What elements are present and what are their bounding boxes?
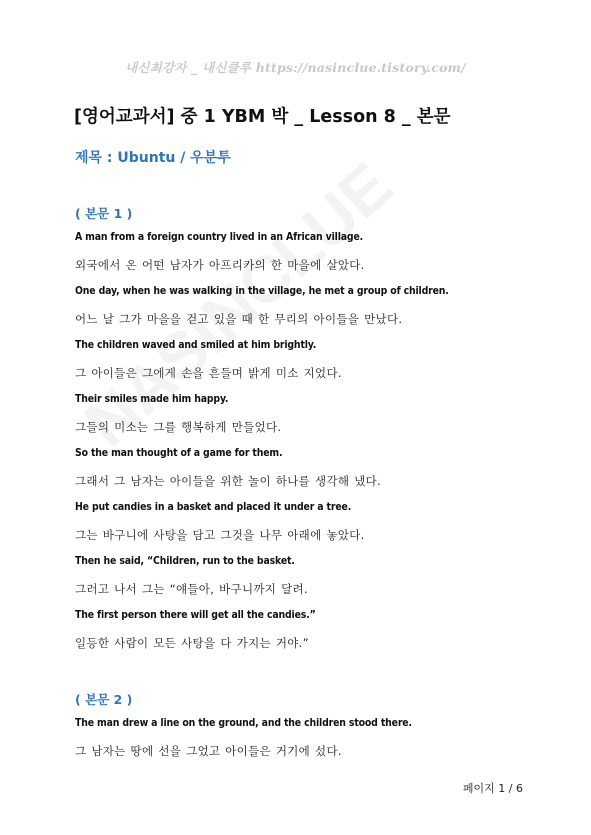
english-sentence: One day, when he was walking in the village, he met a group of children. — [75, 285, 449, 297]
section-label-2: ( 본문 2 ) — [75, 692, 133, 707]
header-note: 내신최강자 _ 내신클루 https://nasinclue.tistory.com/ — [125, 60, 466, 75]
korean-translation: 어느 날 그가 마을을 걷고 있을 때 한 무리의 아이들을 만났다. — [75, 312, 403, 326]
english-sentence: The first person there will get all the candies.” — [75, 609, 316, 621]
page-number: 페이지 1 / 6 — [462, 782, 523, 795]
english-sentence: A man from a foreign country lived in an African village. — [75, 231, 364, 243]
korean-translation: 외국에서 온 어떤 남자가 아프리카의 한 마을에 살았다. — [75, 258, 365, 272]
section-label-1: ( 본문 1 ) — [75, 206, 133, 221]
korean-translation: 그래서 그 남자는 아이들을 위한 놀이 하나를 생각해 냈다. — [75, 474, 382, 488]
korean-translation: 그 아이들은 그에게 손을 흔들며 밝게 미소 지었다. — [75, 366, 342, 380]
english-sentence: Their smiles made him happy. — [75, 393, 229, 405]
document-title: [영어교과서] 중 1 YBM 박 _ Lesson 8 _ 본문 — [74, 107, 451, 127]
english-sentence: The children waved and smiled at him brightly. — [75, 339, 317, 351]
korean-translation: 일등한 사람이 모든 사탕을 다 가지는 거야.” — [75, 636, 309, 650]
watermark — [70, 147, 407, 461]
english-sentence: The man drew a line on the ground, and the children stood there. — [75, 717, 412, 729]
korean-translation: 그는 바구니에 사탕을 담고 그것을 나무 아래에 놓았다. — [75, 528, 365, 542]
english-sentence: He put candies in a basket and placed it under a tree. — [75, 501, 352, 513]
english-sentence: Then he said, “Children, run to the basket. — [75, 555, 295, 567]
lesson-subject: 제목 : Ubuntu / 우분투 — [75, 150, 231, 166]
korean-translation: 그들의 미소는 그를 행복하게 만들었다. — [75, 420, 282, 434]
korean-translation: 그러고 나서 그는 “얘들아, 바구니까지 달려. — [75, 582, 308, 596]
english-sentence: So the man thought of a game for them. — [75, 447, 283, 459]
korean-translation: 그 남자는 땅에 선을 그었고 아이들은 거기에 섰다. — [75, 744, 342, 758]
